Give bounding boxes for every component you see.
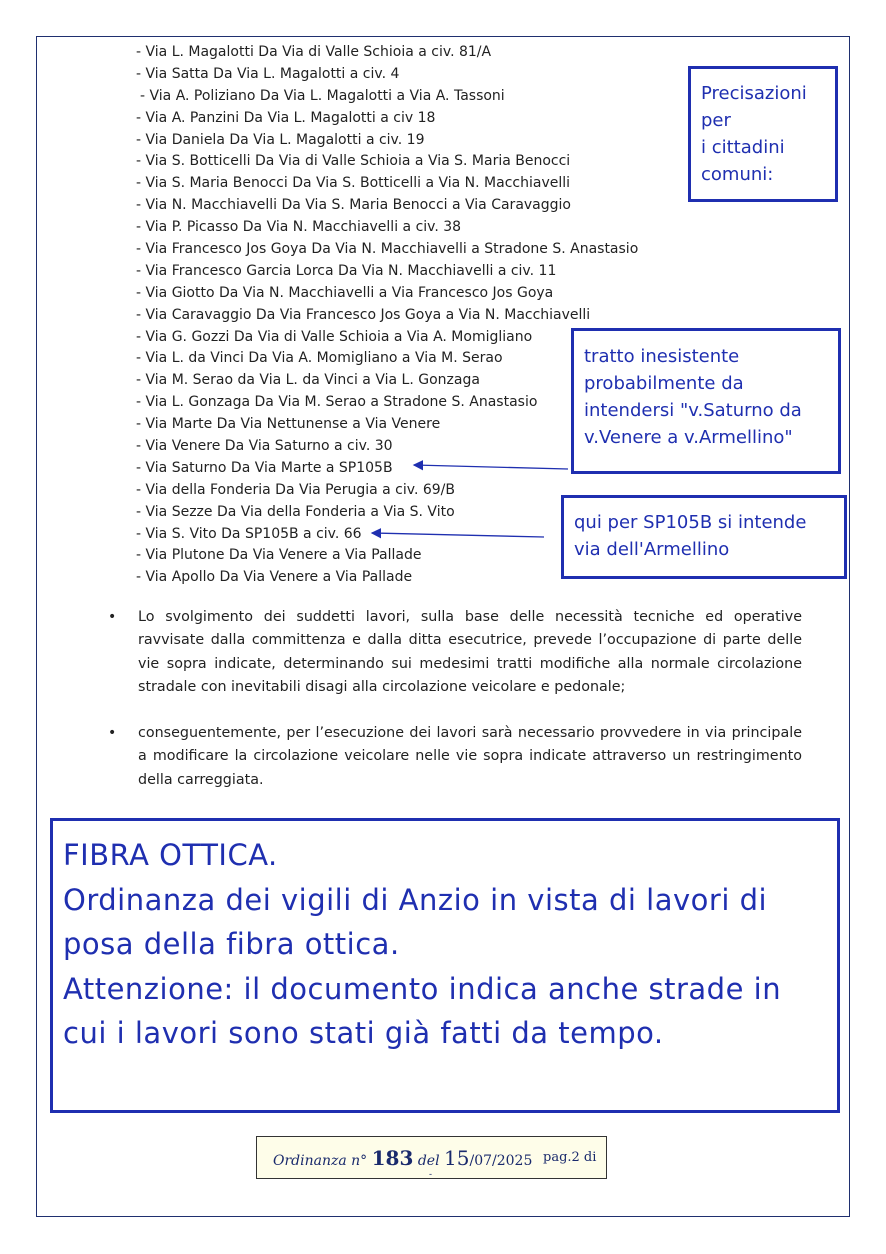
bullet-icon: • — [108, 725, 117, 741]
paragraph-conseguentemente — [108, 722, 802, 792]
notice-line: FIBRA OTTICA. — [63, 838, 278, 872]
street-item: - Via L. da Vinci Da Via A. Momigliano a Via M. Serao — [136, 350, 503, 367]
note-line: via dell'Armellino — [574, 539, 730, 560]
note-line: probabilmente da — [584, 373, 744, 394]
note-precisazioni — [688, 66, 838, 202]
bullet-icon: • — [108, 609, 117, 625]
street-item: - Via Caravaggio Da Via Francesco Jos Goya a Via N. Macchiavelli — [136, 306, 591, 323]
footer-ordinanza — [256, 1136, 607, 1179]
note-line: tratto inesistente — [584, 346, 740, 367]
note-tratto-inesistente — [571, 328, 841, 474]
street-item: - Via N. Macchiavelli Da Via S. Maria Benocci a Via Caravaggio — [136, 197, 571, 214]
footer-page: pag.2 di — [543, 1150, 597, 1165]
footer-date-rest: /07/2025 — [469, 1153, 533, 1169]
street-item: - Via Sezze Da Via della Fonderia a Via S. Vito — [136, 503, 455, 520]
note-line: intendersi "v.Saturno da — [584, 400, 802, 421]
street-item: - Via Plutone Da Via Venere a Via Pallade — [136, 547, 422, 564]
footer-ordinanza-ref — [273, 1146, 532, 1170]
footer-number: 183 — [371, 1146, 414, 1170]
paragraph-text: Lo svolgimento dei suddetti lavori, sulla base delle necessità tecniche ed operative ravvisate dalla committenza e dalla ditta esecutrice, prevede l’occupazione di parte delle vie sopra indicate, determinando sui medesimi tratti modifiche alla normale circolazione stradale con inevitabili disagi alla circolazione veicolare e pedonale; — [138, 609, 802, 696]
note-line: comuni: — [701, 164, 774, 185]
paragraph-text: conseguentemente, per l’esecuzione dei lavori sarà necessario provvedere in via principale a modificare la circolazione veicolare nelle vie sopra indicate attraverso un restringimento della carreggiata. — [138, 725, 802, 788]
notice-line: cui i lavori sono stati già fatti da tempo. — [63, 1016, 664, 1051]
street-item: - Via Daniela Da Via L. Magalotti a civ. 19 — [136, 131, 425, 148]
footer-tick: - — [429, 1170, 433, 1180]
paragraph-svolgimento — [108, 606, 802, 700]
street-item: - Via A. Poliziano Da Via L. Magalotti a Via A. Tassoni — [140, 87, 505, 104]
street-item: - Via Francesco Garcia Lorca Da Via N. Macchiavelli a civ. 11 — [136, 262, 557, 279]
note-line: qui per SP105B si intende — [574, 512, 807, 533]
footer-day: 15 — [444, 1146, 470, 1170]
street-item: - Via L. Magalotti Da Via di Valle Schioia a civ. 81/A — [136, 44, 492, 60]
street-item: - Via P. Picasso Da Via N. Macchiavelli a civ. 38 — [136, 219, 462, 236]
notice-line: Ordinanza dei vigili di Anzio in vista di lavori di — [63, 882, 768, 917]
notice-line: Attenzione: il documento indica anche strade in — [63, 971, 782, 1006]
street-item: - Via Francesco Jos Goya Da Via N. Macchiavelli a Stradone S. Anastasio — [136, 241, 639, 258]
street-item: - Via Saturno Da Via Marte a SP105B — [136, 459, 393, 476]
street-item: - Via A. Panzini Da Via L. Magalotti a civ 18 — [136, 109, 436, 126]
street-item: - Via della Fonderia Da Via Perugia a civ. 69/B — [136, 481, 456, 498]
street-item: - Via Satta Da Via L. Magalotti a civ. 4 — [136, 65, 400, 82]
street-item: - Via Marte Da Via Nettunense a Via Venere — [136, 416, 441, 433]
street-item: - Via G. Gozzi Da Via di Valle Schioia a Via A. Momigliano — [136, 328, 533, 345]
notice-line: posa della fibra ottica. — [63, 927, 400, 962]
footer-prefix: Ordinanza n° — [273, 1153, 368, 1169]
street-item: - Via S. Botticelli Da Via di Valle Schioia a Via S. Maria Benocci — [136, 153, 571, 170]
fibra-ottica-notice — [50, 818, 840, 1113]
street-item: - Via S. Vito Da SP105B a civ. 66 — [136, 525, 362, 542]
footer-del: del — [417, 1153, 440, 1169]
street-item: - Via L. Gonzaga Da Via M. Serao a Stradone S. Anastasio — [136, 394, 538, 411]
street-item: - Via M. Serao da Via L. da Vinci a Via L. Gonzaga — [136, 372, 480, 389]
note-line: v.Venere a v.Armellino" — [584, 427, 793, 448]
street-item: - Via S. Maria Benocci Da Via S. Botticelli a Via N. Macchiavelli — [136, 175, 571, 192]
street-item: - Via Venere Da Via Saturno a civ. 30 — [136, 438, 393, 455]
street-item: - Via Giotto Da Via N. Macchiavelli a Via Francesco Jos Goya — [136, 284, 554, 301]
street-item: - Via Apollo Da Via Venere a Via Pallade — [136, 569, 413, 586]
note-sp105b — [561, 495, 847, 579]
note-line: i cittadini — [701, 137, 785, 158]
note-line: per — [701, 110, 731, 131]
note-line: Precisazioni — [701, 83, 807, 104]
